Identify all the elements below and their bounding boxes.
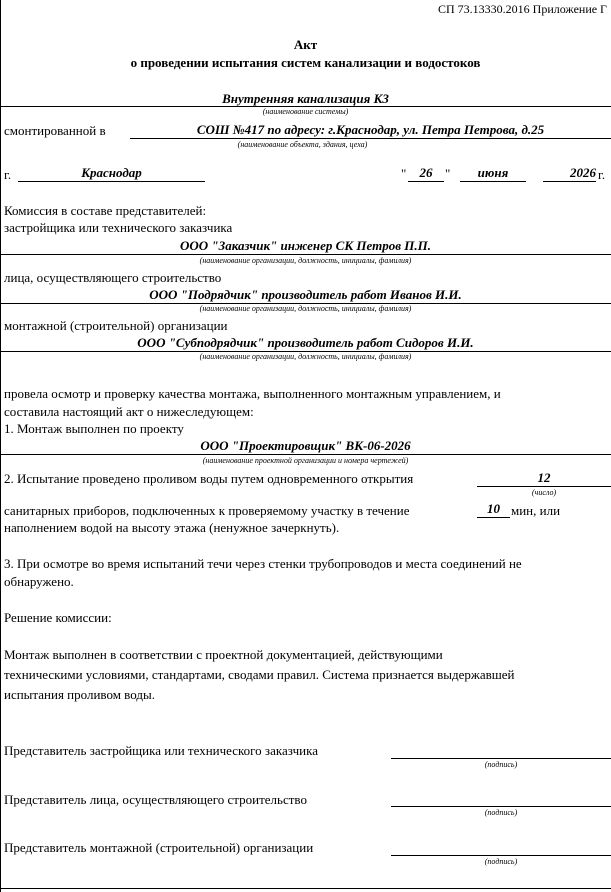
date-quote-open: ": [401, 166, 407, 181]
date-quote-close: ": [445, 166, 451, 181]
installer-label: монтажной (строительной) организации: [4, 318, 228, 333]
signature-customer-caption: (подпись): [484, 760, 518, 769]
city-prefix: г.: [4, 167, 12, 182]
item2-line-3: наполнением водой на высоту этажа (ненужное зачеркнуть).: [4, 520, 340, 535]
customer-value: ООО "Заказчик" инженер СК Петров П.П.: [179, 238, 432, 253]
count-underline: [477, 486, 611, 487]
builder-caption: (наименование организации, должность, инициалы, фамилия): [199, 304, 412, 313]
item2-text: 2. Испытание проведено проливом воды путем одновременного открытия: [4, 471, 414, 486]
day-underline: [408, 181, 444, 182]
decision-line-3: испытания проливом воды.: [4, 687, 155, 702]
system-name: Внутренняя канализация К3: [222, 91, 389, 106]
commission-intro: Комиссия в составе представителей:: [4, 203, 207, 218]
test-minutes: 10: [487, 501, 500, 516]
page-bottom-border: [0, 888, 611, 889]
month-underline: [460, 181, 526, 182]
object-underline: [130, 138, 611, 139]
date-year: 2026: [570, 165, 596, 180]
decision-label: Решение комиссии:: [4, 610, 112, 625]
object-caption: (наименование объекта, здания, цеха): [237, 140, 368, 149]
date-day: 26: [419, 165, 433, 180]
installer-caption: (наименование организации, должность, инициалы, фамилия): [199, 352, 412, 361]
item1-underline: [0, 454, 611, 455]
city-underline: [18, 181, 205, 182]
fixtures-count: 12: [537, 470, 551, 485]
item3-line-1: 3. При осмотре во время испытаний течи через стенки трубопроводов и места соединений не: [4, 556, 522, 571]
inspection-line-1: провела осмотр и проверку качества монтажа, выполненного монтажным управлением, и: [4, 386, 501, 401]
signature-installer-caption: (подпись): [484, 857, 518, 866]
item1-label: 1. Монтаж выполнен по проекту: [4, 421, 184, 436]
city-name: Краснодар: [81, 165, 142, 180]
customer-label: застройщика или технического заказчика: [4, 220, 233, 235]
year-underline: [543, 181, 596, 182]
system-caption: (наименование системы): [262, 107, 349, 116]
act-title: Акт: [293, 37, 318, 52]
decision-line-2: техническими условиями, стандартами, сводами правил. Система признается выдержавшей: [4, 667, 515, 682]
item3-line-2: обнаружено.: [4, 574, 74, 589]
customer-caption: (наименование организации, должность, инициалы, фамилия): [199, 256, 412, 265]
signature-builder-line[interactable]: [391, 806, 611, 807]
signature-customer-line[interactable]: [391, 758, 611, 759]
date-month: июня: [477, 165, 509, 180]
inspection-line-2: составила настоящий акт о нижеследующем:: [4, 404, 254, 419]
signature-installer-label: Представитель монтажной (строительной) организации: [4, 840, 314, 855]
count-caption: (число): [531, 488, 557, 497]
item1-caption: (наименование проектной организации и номера чертежей): [202, 456, 409, 465]
customer-underline: [0, 254, 611, 255]
builder-value: ООО "Подрядчик" производитель работ Иванов И.И.: [149, 287, 462, 302]
mounted-label: смонтированной в: [4, 123, 106, 138]
builder-label: лица, осуществляющего строительство: [4, 270, 222, 285]
item2-line-2-start: санитарных приборов, подключенных к проверяемому участку в течение: [4, 503, 410, 518]
item2-line-2-end: мин, или: [511, 503, 561, 518]
object-name: СОШ №417 по адресу: г.Краснодар, ул. Петра Петрова, д.25: [196, 122, 545, 137]
act-subtitle: о проведении испытания систем канализации и водостоков: [130, 55, 481, 70]
minutes-underline: [477, 517, 510, 518]
installer-value: ООО "Субподрядчик" производитель работ Сидоров И.И.: [137, 335, 474, 350]
signature-builder-caption: (подпись): [484, 808, 518, 817]
year-suffix: г.: [598, 167, 606, 182]
signature-builder-label: Представитель лица, осуществляющего строительство: [4, 792, 307, 807]
item1-project: ООО "Проектировщик" ВК-06-2026: [200, 438, 411, 453]
decision-line-1: Монтаж выполнен в соответствии с проектной документацией, действующими: [4, 647, 443, 662]
document-reference: СП 73.13330.2016 Приложение Г: [437, 2, 607, 16]
signature-installer-line[interactable]: [391, 855, 611, 856]
signature-customer-label: Представитель застройщика или технического заказчика: [4, 743, 318, 758]
